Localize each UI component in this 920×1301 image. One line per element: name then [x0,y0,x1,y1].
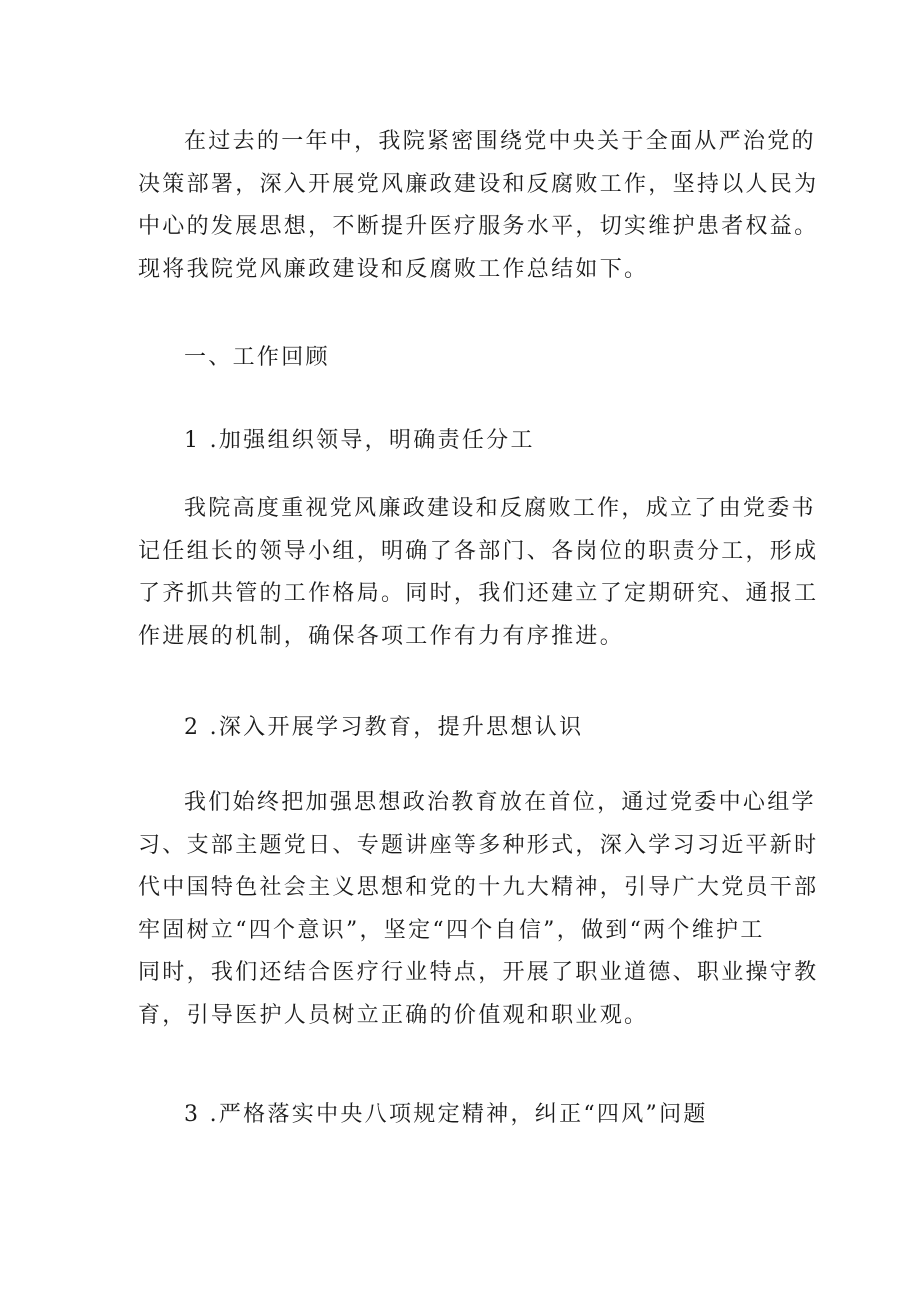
item1-paragraph [138,488,819,658]
section-heading [138,337,798,380]
section-heading-text: 一、工作回顾 [184,345,330,370]
item2-heading-text: 2 .深入开展学习教育，提升思想认识 [184,715,584,740]
item1-line-2: 记任组长的领导小组，明确了各部门、各岗位的职责分工，形成 [138,538,819,564]
intro-line-1: 在过去的一年中，我院紧密围绕党中央关于全面从严治党的 [184,129,816,154]
item2-line-5: 同时，我们还结合医疗行业特点，开展了职业道德、职业操守教 [138,960,819,986]
item2-heading [138,707,798,750]
item1-line-3: 了齐抓共管的工作格局。同时，我们还建立了定期研究、通报工 [138,581,819,607]
intro-paragraph [138,121,819,291]
item3-heading [138,1094,798,1137]
item2-line-1: 我们始终把加强思想政治教育放在首位，通过党委中心组学 [184,790,816,815]
item2-line-2: 习、支部主题党日、专题讲座等多种形式，深入学习习近平新时 [138,832,819,858]
item1-line-4: 作进展的机制，确保各项工作有力有序推进。 [138,623,625,649]
intro-line-2: 决策部署，深入开展党风廉政建设和反腐败工作，坚持以人民为 [138,171,819,197]
intro-line-3: 中心的发展思想，不断提升医疗服务水平，切实维护患者权益。 [138,214,819,240]
item1-heading [138,420,798,463]
item2-paragraph [138,782,819,1038]
item2-line-3: 代中国特色社会主义思想和党的十九大精神，引导广大党员干部 [138,875,819,901]
intro-line-4: 现将我院党风廉政建设和反腐败工作总结如下。 [138,256,649,282]
item3-heading-text: 3 .严格落实中央八项规定精神，纠正“四风”问题 [184,1102,708,1127]
item1-line-1: 我院高度重视党风廉政建设和反腐败工作，成立了由党委书 [184,496,816,521]
item2-line-6: 育，引导医护人员树立正确的价值观和职业观。 [138,1002,649,1028]
item1-heading-text: 1 .加强组织领导，明确责任分工 [184,428,535,453]
item2-line-4: 牢固树立“四个意识”，坚定“四个自信”，做到“两个维护工 [138,917,765,943]
